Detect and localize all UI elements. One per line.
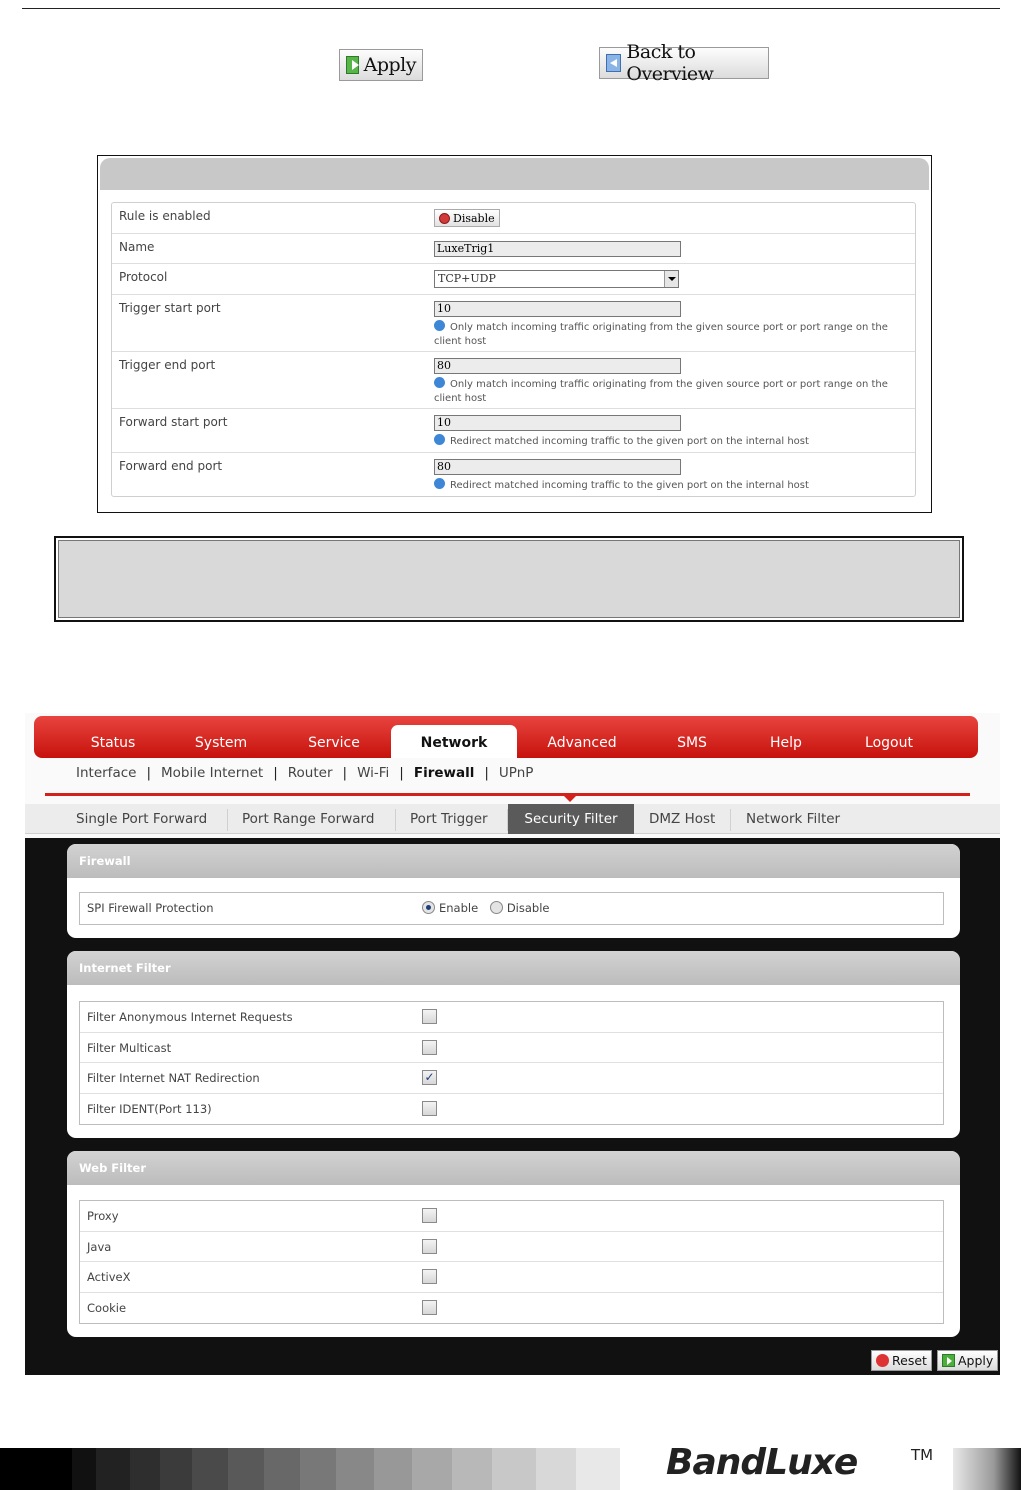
header-rule <box>22 8 1000 9</box>
note-box <box>54 536 964 622</box>
proxy-checkbox[interactable] <box>422 1208 437 1223</box>
enable-radio-label: Enable <box>439 901 479 915</box>
tab-divider <box>730 809 731 831</box>
name-input[interactable]: LuxeTrig1 <box>434 241 681 257</box>
firewall-tabs <box>25 804 1000 834</box>
panel-header <box>100 158 929 190</box>
tab-port-trigger[interactable]: Port Trigger <box>410 811 488 827</box>
rule-settings-table <box>111 202 916 497</box>
spi-firewall-options <box>422 901 550 915</box>
filter-ident-checkbox[interactable] <box>422 1101 437 1116</box>
apply-button[interactable] <box>937 1350 998 1371</box>
separator: | <box>146 765 152 781</box>
firewall-panel-title: Firewall <box>67 844 960 878</box>
doc-apply-button[interactable] <box>339 49 423 81</box>
sub-nav-wifi[interactable]: Wi-Fi <box>357 765 390 781</box>
internet-filter-panel-title: Internet Filter <box>67 951 960 985</box>
disable-label: Disable <box>453 211 495 225</box>
separator: | <box>484 765 489 781</box>
main-nav-network[interactable]: Network <box>391 725 517 758</box>
web-filter-row <box>80 1293 943 1324</box>
note-box-inner <box>58 540 960 618</box>
apply-label: Apply <box>958 1353 994 1368</box>
forward-start-port-input[interactable]: 10 <box>434 415 681 431</box>
web-filter-panel <box>67 1151 960 1337</box>
protocol-value: TCP+UDP <box>438 272 496 285</box>
internet-filter-row <box>80 1063 943 1094</box>
red-dot-icon <box>439 213 450 224</box>
filter-ident-label: Filter IDENT(Port 113) <box>87 1101 212 1116</box>
sub-nav-underline <box>45 793 970 796</box>
play-icon <box>346 56 359 74</box>
tab-dmz-host[interactable]: DMZ Host <box>649 811 716 827</box>
trigger-end-port-hint <box>434 377 904 406</box>
web-filter-row <box>80 1262 943 1293</box>
info-icon <box>434 434 445 445</box>
internet-filter-panel <box>67 951 960 1138</box>
main-nav-help[interactable]: Help <box>770 735 802 751</box>
main-nav-logout[interactable]: Logout <box>865 735 913 751</box>
info-icon <box>434 478 445 489</box>
main-nav-service[interactable]: Service <box>308 735 360 751</box>
info-icon <box>434 320 445 331</box>
main-nav-sms[interactable]: SMS <box>677 735 707 751</box>
internet-filter-box <box>79 1001 944 1125</box>
web-filter-panel-title: Web Filter <box>67 1151 960 1185</box>
trigger-end-port-label: Trigger end port <box>119 358 216 372</box>
filter-multicast-checkbox[interactable] <box>422 1040 437 1055</box>
activex-label: ActiveX <box>87 1270 131 1284</box>
cookie-checkbox[interactable] <box>422 1300 437 1315</box>
trigger-start-port-row <box>112 295 915 352</box>
main-nav-advanced[interactable]: Advanced <box>547 735 617 751</box>
back-arrow-icon <box>606 54 621 72</box>
tab-divider <box>395 809 396 831</box>
tab-security-filter[interactable]: Security Filter <box>508 804 634 834</box>
trademark-symbol: TM <box>911 1446 934 1464</box>
separator: | <box>273 765 278 781</box>
trigger-start-port-label: Trigger start port <box>119 301 221 315</box>
sub-nav-mobile-internet[interactable]: Mobile Internet <box>161 765 264 781</box>
hint-text: Only match incoming traffic originating from the given source port or port range on the client host <box>434 322 888 347</box>
tab-network-filter[interactable]: Network Filter <box>746 811 841 827</box>
sub-nav <box>76 765 533 781</box>
disable-rule-button[interactable] <box>434 209 500 227</box>
internet-filter-row <box>80 1002 943 1033</box>
reset-icon <box>876 1354 889 1367</box>
disable-radio-label: Disable <box>506 901 550 915</box>
trigger-end-port-input[interactable]: 80 <box>434 358 681 374</box>
main-nav <box>34 716 978 758</box>
tab-single-port-forward[interactable]: Single Port Forward <box>76 811 208 827</box>
separator: | <box>399 765 404 781</box>
footer-gradient-strip <box>0 1448 620 1490</box>
internet-filter-row <box>80 1033 943 1064</box>
sub-nav-interface[interactable]: Interface <box>76 765 137 781</box>
rule-enabled-label: Rule is enabled <box>119 209 211 223</box>
footer-right-strip <box>953 1448 1021 1490</box>
cookie-label: Cookie <box>87 1300 127 1315</box>
web-filter-row <box>80 1201 943 1232</box>
rule-enabled-row <box>112 203 915 234</box>
trigger-end-port-row <box>112 352 915 409</box>
firewall-panel <box>67 844 960 938</box>
protocol-select[interactable] <box>434 270 679 288</box>
filter-nat-redirection-label: Filter Internet NAT Redirection <box>87 1071 260 1085</box>
back-to-overview-button[interactable] <box>599 41 769 85</box>
web-filter-box <box>79 1200 944 1324</box>
sub-nav-upnp[interactable]: UPnP <box>498 765 534 781</box>
forward-start-port-row <box>112 409 915 453</box>
spi-firewall-label: SPI Firewall Protection <box>87 901 214 915</box>
internet-filter-row <box>80 1094 943 1125</box>
tab-divider <box>227 809 228 831</box>
proxy-label: Proxy <box>87 1209 119 1223</box>
hint-text: Redirect matched incoming traffic to the given port on the internal host <box>450 436 809 447</box>
active-indicator <box>563 795 577 802</box>
web-filter-row <box>80 1232 943 1263</box>
forward-start-port-hint <box>434 434 904 449</box>
bandluxe-logo: BandLuxe <box>666 1442 858 1483</box>
filter-multicast-label: Filter Multicast <box>87 1040 172 1055</box>
forward-end-port-input[interactable]: 80 <box>434 459 681 475</box>
name-row <box>112 234 915 264</box>
filter-anonymous-checkbox[interactable] <box>422 1009 437 1024</box>
apply-icon <box>942 1354 955 1367</box>
doc-apply-label: Apply <box>363 54 416 76</box>
sub-nav-router[interactable]: Router <box>287 765 333 781</box>
router-ui-screenshot <box>25 713 1000 1375</box>
port-trigger-rule-panel <box>97 155 932 513</box>
protocol-label: Protocol <box>119 270 168 284</box>
tab-port-range-forward[interactable]: Port Range Forward <box>242 811 375 827</box>
main-nav-system[interactable]: System <box>194 735 248 751</box>
reset-button[interactable] <box>871 1350 932 1371</box>
sub-nav-firewall[interactable]: Firewall <box>413 765 475 781</box>
router-nav-area <box>25 713 1000 838</box>
firewall-box <box>79 892 944 925</box>
java-checkbox[interactable] <box>422 1239 437 1254</box>
protocol-row <box>112 264 915 295</box>
trigger-start-port-hint <box>434 320 904 349</box>
name-label: Name <box>119 240 155 254</box>
filter-nat-redirection-checkbox[interactable]: ✓ <box>422 1070 437 1085</box>
hint-text: Redirect matched incoming traffic to the given port on the internal host <box>450 480 809 491</box>
back-to-overview-label: Back to Overview <box>626 41 714 85</box>
dropdown-arrow-icon[interactable] <box>664 271 678 287</box>
filter-anonymous-label: Filter Anonymous Internet Requests <box>87 1010 293 1024</box>
forward-start-port-label: Forward start port <box>119 415 228 429</box>
main-nav-status[interactable]: Status <box>90 735 136 751</box>
forward-end-port-hint <box>434 478 904 493</box>
activex-checkbox[interactable] <box>422 1269 437 1284</box>
hint-text: Only match incoming traffic originating from the given source port or port range on the client host <box>434 379 888 404</box>
separator: | <box>342 765 348 781</box>
forward-end-port-label: Forward end port <box>119 459 223 473</box>
enable-radio[interactable] <box>422 901 435 914</box>
reset-label: Reset <box>892 1353 927 1368</box>
info-icon <box>434 377 445 388</box>
spi-firewall-row <box>80 893 943 924</box>
forward-end-port-row <box>112 453 915 496</box>
java-label: Java <box>87 1239 112 1254</box>
disable-radio[interactable] <box>490 901 503 914</box>
trigger-start-port-input[interactable]: 10 <box>434 301 681 317</box>
